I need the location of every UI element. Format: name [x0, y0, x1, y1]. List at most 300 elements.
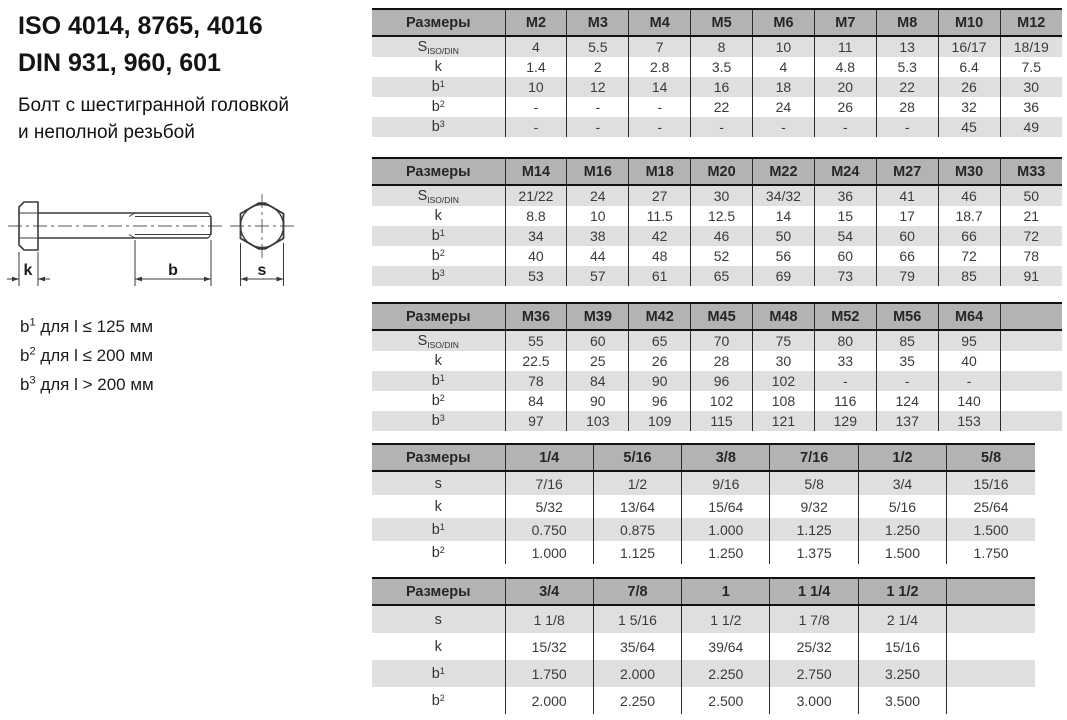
row-label: k [434, 353, 442, 369]
value-cell: 3.500 [858, 687, 946, 714]
value-cell: - [505, 97, 567, 117]
value-cell: 80 [814, 330, 876, 351]
column-header: 1 1/4 [770, 578, 858, 605]
column-header: M48 [753, 303, 815, 330]
b-arrow-left [135, 277, 142, 282]
column-header: 1 [682, 578, 770, 605]
row-label: $b^2$ [431, 99, 445, 115]
column-header: M12 [1000, 9, 1062, 36]
footnote-b1-symbol: b [20, 317, 30, 336]
value-cell: 116 [814, 391, 876, 411]
row-label: s [434, 611, 442, 628]
value-cell: 1.000 [505, 541, 593, 564]
value-cell: 13/64 [593, 495, 681, 518]
value-cell: 8.8 [505, 206, 567, 226]
bolt-technical-drawing [0, 148, 370, 320]
value-cell: 24 [753, 97, 815, 117]
value-cell: 10 [753, 36, 815, 57]
value-cell: - [567, 117, 629, 137]
table-row [372, 541, 1035, 564]
row-label: $S_{ISO/DIN}$ [417, 332, 459, 350]
column-header: M5 [691, 9, 753, 36]
value-cell: 32 [938, 97, 1000, 117]
row-label: $b^1$ [431, 79, 445, 95]
value-cell: 102 [753, 371, 815, 391]
value-cell: 14 [629, 77, 691, 97]
value-cell: 70 [691, 330, 753, 351]
column-header: M22 [753, 158, 815, 185]
value-cell: 9/32 [770, 495, 858, 518]
value-cell: 15/16 [947, 471, 1035, 495]
value-cell: 15/64 [682, 495, 770, 518]
standards-title-block [18, 8, 263, 82]
value-cell [947, 660, 1035, 687]
value-cell: 79 [876, 266, 938, 286]
value-cell: 115 [691, 411, 753, 431]
value-cell: 3.000 [770, 687, 858, 714]
footnote-b2-sup: 2 [29, 345, 36, 358]
value-cell: 60 [814, 246, 876, 266]
value-cell [947, 605, 1035, 633]
value-cell: 7 [629, 36, 691, 57]
value-cell: 40 [938, 351, 1000, 371]
table-row [372, 495, 1035, 518]
column-header: 3/4 [505, 578, 593, 605]
value-cell: 124 [876, 391, 938, 411]
value-cell: - [876, 117, 938, 137]
value-cell: 11.5 [629, 206, 691, 226]
value-cell: 16 [691, 77, 753, 97]
table-corner-header: Размеры [372, 303, 505, 330]
value-cell: 1.750 [947, 541, 1035, 564]
footnote-b2 [20, 341, 154, 370]
value-cell: - [753, 117, 815, 137]
value-cell: 55 [505, 330, 567, 351]
row-label: $b^2$ [431, 393, 445, 409]
value-cell: 27 [629, 185, 691, 206]
column-header: M10 [938, 9, 1000, 36]
column-header: M18 [629, 158, 691, 185]
value-cell: 2.500 [682, 687, 770, 714]
column-header [1000, 303, 1062, 330]
value-cell: 2 [567, 57, 629, 77]
row-label: $S_{ISO/DIN}$ [417, 38, 459, 56]
value-cell: 9/16 [682, 471, 770, 495]
value-cell: 1 1/8 [505, 605, 593, 633]
value-cell: 10 [505, 77, 567, 97]
table-corner-header: Размеры [372, 444, 505, 471]
value-cell: 40 [505, 246, 567, 266]
value-cell: 26 [814, 97, 876, 117]
value-cell: 1.250 [858, 518, 946, 541]
column-header: M36 [505, 303, 567, 330]
row-label: k [434, 59, 442, 75]
value-cell [1000, 391, 1062, 411]
value-cell: 25/64 [947, 495, 1035, 518]
value-cell: 85 [938, 266, 1000, 286]
value-cell: 36 [1000, 97, 1062, 117]
header-row [372, 578, 1035, 605]
value-cell: 1.500 [858, 541, 946, 564]
value-cell: 3.250 [858, 660, 946, 687]
value-cell: 5.3 [876, 57, 938, 77]
value-cell: 2.8 [629, 57, 691, 77]
value-cell: 2.250 [682, 660, 770, 687]
value-cell: 2 1/4 [858, 605, 946, 633]
value-cell: - [876, 371, 938, 391]
value-cell: - [629, 97, 691, 117]
iso-standards-title: ISO 4014, 8765, 4016 [18, 12, 263, 40]
value-cell: 7/16 [505, 471, 593, 495]
column-header: M4 [629, 9, 691, 36]
table-row [372, 226, 1062, 246]
value-cell: - [691, 117, 753, 137]
value-cell: - [629, 117, 691, 137]
footnotes [20, 312, 154, 399]
value-cell: 17 [876, 206, 938, 226]
value-cell: 1 7/8 [770, 605, 858, 633]
footnote-b2-symbol: b [20, 346, 30, 365]
value-cell: 1.125 [593, 541, 681, 564]
table-corner-header: Размеры [372, 578, 505, 605]
value-cell: 50 [1000, 185, 1062, 206]
value-cell: 3.5 [691, 57, 753, 77]
value-cell: 18.7 [938, 206, 1000, 226]
footnote-b3-text: для l > 200 мм [35, 375, 154, 394]
value-cell: 90 [629, 371, 691, 391]
table-metric-m36-m64 [372, 302, 1062, 431]
value-cell: 60 [876, 226, 938, 246]
value-cell: 102 [691, 391, 753, 411]
value-cell: 2.000 [593, 660, 681, 687]
value-cell: 30 [1000, 77, 1062, 97]
s-arrow-left [241, 277, 248, 282]
value-cell: 15/16 [858, 633, 946, 660]
table-row [372, 391, 1062, 411]
table-row [372, 518, 1035, 541]
value-cell: 2.750 [770, 660, 858, 687]
value-cell: 14 [753, 206, 815, 226]
value-cell: 109 [629, 411, 691, 431]
value-cell: 1.375 [770, 541, 858, 564]
value-cell: 61 [629, 266, 691, 286]
value-cell: - [814, 117, 876, 137]
value-cell: 25 [567, 351, 629, 371]
row-label: k [434, 498, 442, 515]
value-cell: 20 [814, 77, 876, 97]
table-row [372, 371, 1062, 391]
value-cell: 33 [814, 351, 876, 371]
value-cell: 121 [753, 411, 815, 431]
column-header: M27 [876, 158, 938, 185]
value-cell: 5.5 [567, 36, 629, 57]
table-corner-header: Размеры [372, 9, 505, 36]
column-header: M30 [938, 158, 1000, 185]
value-cell: 66 [938, 226, 1000, 246]
value-cell: 97 [505, 411, 567, 431]
value-cell: 34 [505, 226, 567, 246]
table-row [372, 411, 1062, 431]
value-cell: 85 [876, 330, 938, 351]
table-row [372, 471, 1035, 495]
value-cell: 3/4 [858, 471, 946, 495]
k-arrow-right [38, 277, 45, 282]
value-cell: - [567, 97, 629, 117]
value-cell: 72 [1000, 226, 1062, 246]
row-label: $S_{ISO/DIN}$ [417, 187, 459, 205]
value-cell [1000, 411, 1062, 431]
value-cell: 57 [567, 266, 629, 286]
footnote-b2-text: для l ≤ 200 мм [35, 346, 154, 365]
table-row [372, 660, 1035, 687]
table-row [372, 605, 1035, 633]
k-dimension-label: k [23, 262, 33, 279]
dimension-tables [372, 0, 1067, 720]
value-cell: 1.125 [770, 518, 858, 541]
value-cell: - [505, 117, 567, 137]
row-label: $b^1$ [431, 521, 445, 538]
row-label: $b^1$ [431, 228, 445, 244]
product-description-line1: Болт с шестигранной головкой [18, 95, 289, 116]
footnote-b3-symbol: b [20, 375, 30, 394]
table-row [372, 633, 1035, 660]
left-panel [0, 0, 372, 720]
column-header: M20 [691, 158, 753, 185]
product-description-line2: и неполной резьбой [18, 122, 195, 143]
value-cell [947, 687, 1035, 714]
row-label: $b^1$ [431, 373, 445, 389]
table-row [372, 330, 1062, 351]
table-row [372, 57, 1062, 77]
value-cell: 1.750 [505, 660, 593, 687]
value-cell: 11 [814, 36, 876, 57]
value-cell: 5/8 [770, 471, 858, 495]
value-cell: 78 [1000, 246, 1062, 266]
row-label: s [434, 475, 442, 492]
product-description [18, 92, 289, 146]
value-cell: 45 [938, 117, 1000, 137]
header-row [372, 303, 1062, 330]
row-label: $b^1$ [431, 665, 445, 682]
footnote-b3-sup: 3 [29, 374, 36, 387]
column-header: M6 [753, 9, 815, 36]
b-arrow-right [204, 277, 211, 282]
value-cell: 137 [876, 411, 938, 431]
value-cell: 21 [1000, 206, 1062, 226]
row-label: $b^2$ [431, 544, 445, 561]
table-row [372, 36, 1062, 57]
value-cell: 30 [753, 351, 815, 371]
value-cell: 49 [1000, 117, 1062, 137]
column-header: 1/2 [858, 444, 946, 471]
column-header: 1/4 [505, 444, 593, 471]
value-cell: 103 [567, 411, 629, 431]
table-inch-small [372, 443, 1035, 564]
column-header: 5/8 [947, 444, 1035, 471]
value-cell: 10 [567, 206, 629, 226]
column-header: M8 [876, 9, 938, 36]
value-cell: 1 1/2 [682, 605, 770, 633]
value-cell: 7.5 [1000, 57, 1062, 77]
value-cell: 108 [753, 391, 815, 411]
value-cell: 41 [876, 185, 938, 206]
value-cell: 35/64 [593, 633, 681, 660]
row-label: $b^3$ [431, 268, 445, 284]
table-metric-m2-m12 [372, 8, 1062, 137]
value-cell: 75 [753, 330, 815, 351]
value-cell: 84 [567, 371, 629, 391]
value-cell: 25/32 [770, 633, 858, 660]
value-cell: 26 [629, 351, 691, 371]
column-header: 3/8 [682, 444, 770, 471]
value-cell: 4 [505, 36, 567, 57]
column-header: M52 [814, 303, 876, 330]
value-cell: 13 [876, 36, 938, 57]
b-dimension-label: b [168, 262, 178, 279]
table-row [372, 117, 1062, 137]
column-header: 7/8 [593, 578, 681, 605]
value-cell: 22.5 [505, 351, 567, 371]
value-cell: 90 [567, 391, 629, 411]
column-header: M64 [938, 303, 1000, 330]
value-cell: 38 [567, 226, 629, 246]
table-inch-large [372, 577, 1035, 714]
value-cell: 53 [505, 266, 567, 286]
value-cell: 22 [691, 97, 753, 117]
value-cell: 153 [938, 411, 1000, 431]
value-cell: 96 [629, 391, 691, 411]
table-row [372, 246, 1062, 266]
table-row [372, 351, 1062, 371]
value-cell: 4.8 [814, 57, 876, 77]
end-chamfer-bottom [208, 235, 211, 239]
column-header: M14 [505, 158, 567, 185]
value-cell: 39/64 [682, 633, 770, 660]
column-header: 7/16 [770, 444, 858, 471]
value-cell: 96 [691, 371, 753, 391]
value-cell: 6.4 [938, 57, 1000, 77]
value-cell: 1.500 [947, 518, 1035, 541]
end-chamfer-top [208, 213, 211, 217]
value-cell: - [938, 371, 1000, 391]
value-cell: 22 [876, 77, 938, 97]
value-cell: 1 5/16 [593, 605, 681, 633]
value-cell: 52 [691, 246, 753, 266]
value-cell: 50 [753, 226, 815, 246]
table-row [372, 266, 1062, 286]
value-cell: 26 [938, 77, 1000, 97]
value-cell: 24 [567, 185, 629, 206]
value-cell: 48 [629, 246, 691, 266]
column-header: 5/16 [593, 444, 681, 471]
value-cell: 18 [753, 77, 815, 97]
row-label: k [434, 208, 442, 224]
value-cell: 129 [814, 411, 876, 431]
value-cell: 2.250 [593, 687, 681, 714]
k-arrow-left [12, 277, 19, 282]
column-header: M45 [691, 303, 753, 330]
value-cell: 12 [567, 77, 629, 97]
column-header: M2 [505, 9, 567, 36]
table-row [372, 97, 1062, 117]
value-cell: 30 [691, 185, 753, 206]
table-row [372, 77, 1062, 97]
value-cell: 18/19 [1000, 36, 1062, 57]
value-cell: 15/32 [505, 633, 593, 660]
value-cell: 5/16 [858, 495, 946, 518]
value-cell [1000, 330, 1062, 351]
table-row [372, 206, 1062, 226]
row-label: k [434, 638, 442, 655]
header-row [372, 9, 1062, 36]
footnote-b1-sup: 1 [29, 316, 36, 329]
table-row [372, 687, 1035, 714]
value-cell: 12.5 [691, 206, 753, 226]
value-cell: 46 [691, 226, 753, 246]
value-cell: 66 [876, 246, 938, 266]
column-header: 1 1/2 [858, 578, 946, 605]
value-cell: 0.750 [505, 518, 593, 541]
value-cell: 72 [938, 246, 1000, 266]
table-corner-header: Размеры [372, 158, 505, 185]
column-header: M56 [876, 303, 938, 330]
row-label: $b^3$ [431, 413, 445, 429]
value-cell: 28 [876, 97, 938, 117]
footnote-b1 [20, 312, 154, 341]
value-cell: 95 [938, 330, 1000, 351]
value-cell: 15 [814, 206, 876, 226]
column-header: M7 [814, 9, 876, 36]
s-arrow-right [277, 277, 284, 282]
row-label: $b^3$ [431, 119, 445, 135]
value-cell: 1.4 [505, 57, 567, 77]
column-header: M33 [1000, 158, 1062, 185]
footnote-b1-text: для l ≤ 125 мм [35, 317, 154, 336]
column-header: M16 [567, 158, 629, 185]
value-cell: 8 [691, 36, 753, 57]
value-cell: 34/32 [753, 185, 815, 206]
value-cell: 65 [691, 266, 753, 286]
row-label: $b^2$ [431, 692, 445, 709]
s-dimension-label: s [257, 262, 267, 279]
value-cell: 42 [629, 226, 691, 246]
value-cell: 4 [753, 57, 815, 77]
value-cell: 36 [814, 185, 876, 206]
value-cell: - [814, 371, 876, 391]
column-header: M39 [567, 303, 629, 330]
value-cell: 35 [876, 351, 938, 371]
column-header: M3 [567, 9, 629, 36]
value-cell: 46 [938, 185, 1000, 206]
value-cell: 78 [505, 371, 567, 391]
value-cell: 1/2 [593, 471, 681, 495]
header-row [372, 158, 1062, 185]
value-cell: 91 [1000, 266, 1062, 286]
value-cell: 60 [567, 330, 629, 351]
din-standards-title: DIN 931, 960, 601 [18, 49, 221, 77]
value-cell: 16/17 [938, 36, 1000, 57]
value-cell: 0.875 [593, 518, 681, 541]
column-header: M24 [814, 158, 876, 185]
table-metric-m14-m33 [372, 157, 1062, 286]
row-label: $b^2$ [431, 248, 445, 264]
value-cell: 44 [567, 246, 629, 266]
value-cell [947, 633, 1035, 660]
footnote-b3 [20, 370, 154, 399]
value-cell: 65 [629, 330, 691, 351]
table-row [372, 185, 1062, 206]
value-cell: 1.000 [682, 518, 770, 541]
